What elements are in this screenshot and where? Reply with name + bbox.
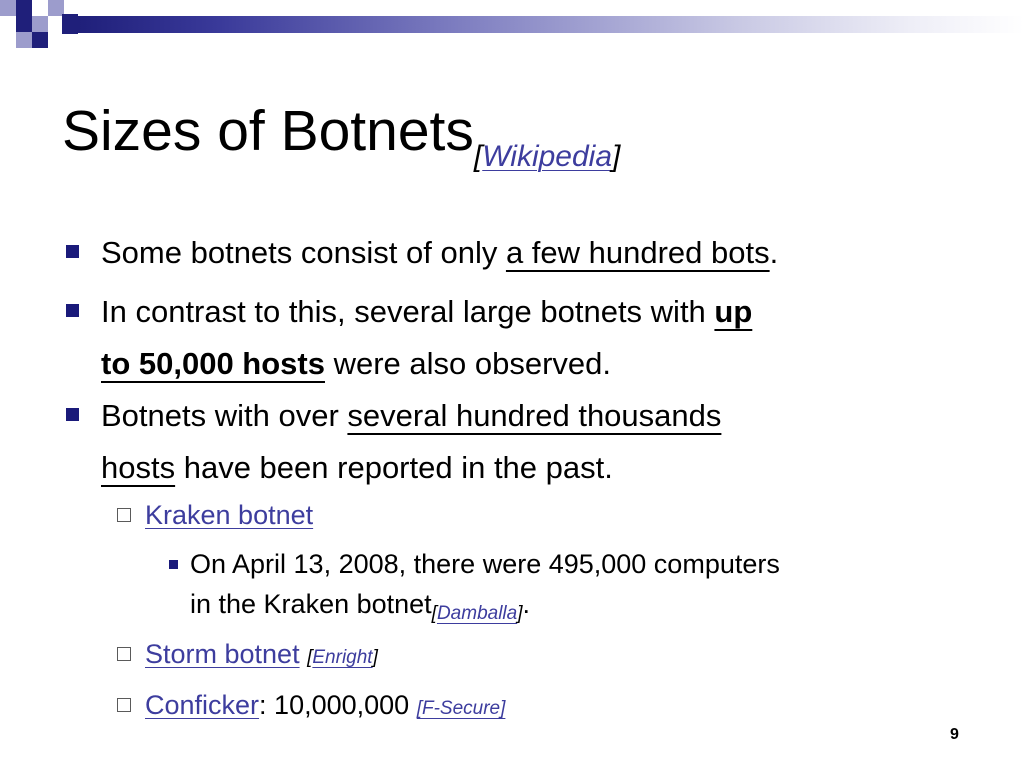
banner-square [32,16,48,32]
square-bullet-icon [66,245,79,258]
kraken-detail [190,544,780,634]
square-bullet-icon [66,408,79,421]
banner-square [62,14,78,34]
header-banner [0,0,1024,50]
detail-line-1: On April 13, 2008, there were 495,000 computers [190,549,780,579]
banner-square [32,32,48,48]
title-text: Sizes of Botnets [62,99,474,163]
slide-title [62,96,620,192]
bullet-text: were also observed. [324,346,612,381]
kraken-botnet-link[interactable]: Kraken botnet [145,500,314,530]
square-bullet-icon [66,304,79,317]
bold-underlined-text: up [714,294,753,329]
banner-square [0,0,16,16]
detail-text: in the Kraken botnet [190,589,432,619]
bullet-item-3 [101,390,721,494]
bold-underlined-text: to 50,000 hosts [101,346,325,381]
bullet-text: In contrast to this, several large botnets with [101,294,715,329]
bullet-text: Some botnets consist of only [101,235,506,270]
cite-bracket-close: ] [612,140,621,173]
underlined-text: a few hundred bots [505,235,770,270]
sub-item-kraken [145,495,313,535]
banner-square [16,32,32,48]
enright-link[interactable]: Enright [312,647,373,668]
wikipedia-link[interactable]: Wikipedia [482,140,613,173]
hollow-square-bullet-icon [117,698,131,712]
underlined-text: several hundred thousands [347,398,722,433]
detail-line-2 [190,584,780,634]
bullet-text: Botnets with over [101,398,348,433]
conficker-count: : 10,000,000 [259,690,417,720]
underlined-text: hosts [101,450,176,485]
title-citation [474,140,620,173]
conficker-link[interactable]: Conficker [145,690,260,720]
damballa-link[interactable]: Damballa [436,603,518,624]
banner-square [16,0,32,16]
page-number: 9 [950,726,959,743]
cite-bracket-open: [ [431,603,437,624]
hollow-square-bullet-icon [117,647,131,661]
sub-item-storm [145,634,378,678]
bullet-text: have been reported in the past. [175,450,613,485]
cite-bracket-open: [ [473,140,483,173]
hollow-square-bullet-icon [117,508,131,522]
storm-botnet-link[interactable]: Storm botnet [145,639,300,669]
bullet-text: . [769,235,779,270]
enright-citation: [Enright] [307,647,378,668]
banner-square [16,16,32,32]
bullet-item-2 [101,286,752,390]
f-secure-link[interactable]: [F-Secure] [416,698,506,719]
damballa-citation [432,603,523,624]
detail-period: . [522,589,531,619]
sub-item-conficker [145,685,505,729]
bullet-item-1 [101,227,778,279]
cite-bracket-close: ] [517,603,523,624]
square-bullet-icon [169,560,178,569]
banner-gradient-bar [78,16,1024,33]
